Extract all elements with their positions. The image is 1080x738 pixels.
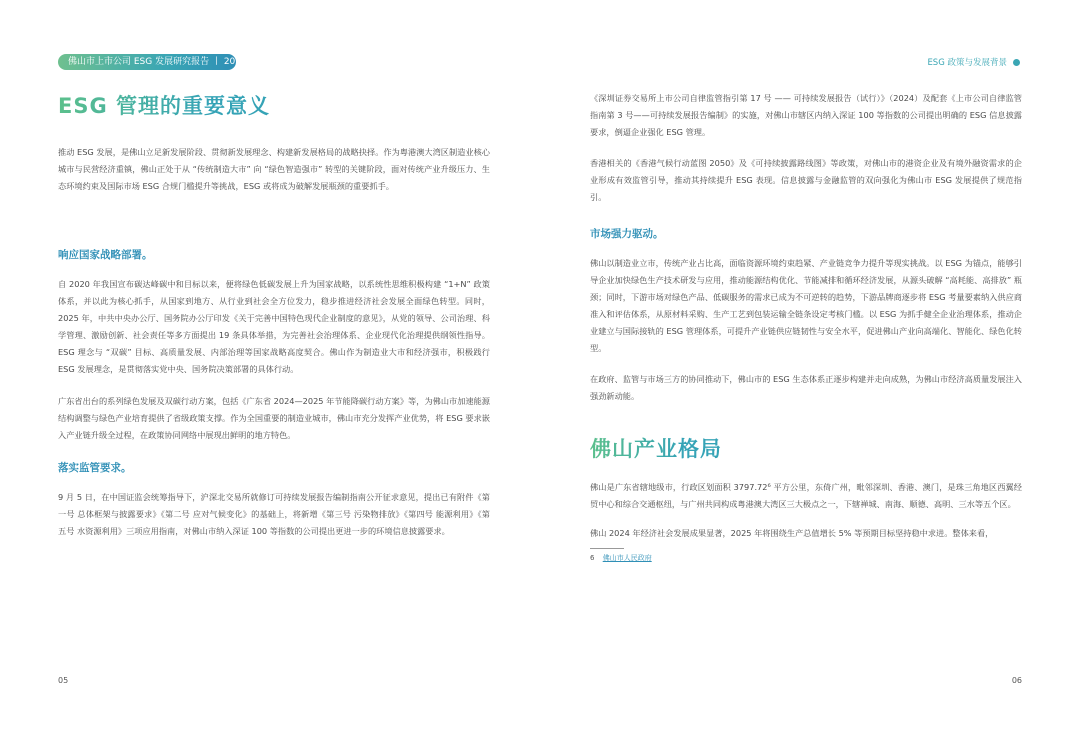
paragraph-national-strategy-1: 自 2020 年我国宣布碳达峰碳中和目标以来，便将绿色低碳发展上升为国家战略，以系统性思维积极构建 “1+N” 政策体系，并以此为核心抓手，从国家到地方、从行业到社会全方位发力，稳步推进经济社会发展全面绿色转型。同时，2025 年，中共中央办公厅、国务院办公厅印发《关于完善中国特色现代企业制度的意见》，从党的领导、公司治理、科学管理、激励创新、社会责任等多方面提出 19 条具体举措，为完善社会治理体系、企业现代化治理提供纲领性指导。ESG 理念与 “双碳” 目标、高质量发展、内部治理等国家战略高度契合。佛山作为制造业大市和经济强市，积极践行 ESG 发展理念，是贯彻落实党中央、国务院决策部署的具体行动。 (58, 279, 490, 374)
footnote-block (590, 548, 1022, 563)
heading-regulatory: 落实监管要求。 (58, 462, 132, 474)
footnote-number: 6 (590, 554, 595, 562)
intro-paragraph: 推动 ESG 发展，是佛山立足新发展阶段、贯彻新发展理念、构建新发展格局的战略抉择。作为粤港澳大湾区制造业核心城市与民营经济重镇，佛山正处于从 “传统制造大市” 向 “绿色智造强市” 转型的关键阶段，面对传统产业升级压力、生态环境约束及国际市场 ESG 合规门槛提升等挑战，ESG 或将成为破解发展瓶颈的重要抓手。 (58, 147, 490, 191)
footnote-source-link[interactable]: 佛山市人民政府 (602, 554, 652, 562)
paragraph-regulatory: 9 月 5 日，在中国证监会统筹指导下，沪深北交易所就修订可持续发展报告编制指南公开征求意见，提出已有附件《第一号 总体框架与披露要求》《第二号 应对气候变化》的基础上，将新增《第三号 污染物排放》《第四号 能源利用》《第五号 水资源利用》三项应用指南，对佛山市纳入深证 100 等指数的公司提出更进一步的环境信息披露要求。 (58, 492, 490, 536)
right-page-column (590, 90, 1022, 563)
heading-market-driven: 市场强力驱动。 (590, 228, 664, 240)
paragraph-industry-1: 佛山是广东省辖地级市，行政区划面积 3797.72⁶ 平方公里，东倚广州，毗邻深圳、香港、澳门，是珠三角地区西翼经贸中心和综合交通枢纽，与广州共同构成粤港澳大湾区三大极点之一，下辖禅城、南海、顺德、高明、三水等五个区。 (590, 482, 1022, 509)
paragraph-hk-policy: 香港相关的《香港气候行动蓝图 2050》及《可持续披露路线图》等政策，对佛山市的港资企业及有境外融资需求的企业形成有效监管引导，推动其持续提升 ESG 表现。信息披露与金融监管的双向强化为佛山市 ESG 发展提供了规范指引。 (590, 158, 1022, 202)
page-number-left: 05 (58, 676, 69, 685)
section-indicator-label: ESG 政策与发展背景 (927, 58, 1007, 68)
section-indicator (927, 56, 1020, 68)
paragraph-national-strategy-2: 广东省出台的系列绿色发展及双碳行动方案，包括《广东省 2024—2025 年节能降碳行动方案》等，为佛山市加速能源结构调整与绿色产业培育提供了省级政策支撑。作为全国重要的制造业城市，佛山市充分发挥产业优势，将 ESG 要求嵌入产业链升级全过程，在政策协同网络中展现出鲜明的地方特色。 (58, 396, 490, 440)
left-page-column (58, 90, 490, 540)
report-title-pill: 佛山市上市公司 ESG 发展研究报告 丨 2025 (58, 54, 236, 70)
page-title-esg-importance: ESG 管理的重要意义 (58, 90, 270, 120)
heading-national-strategy: 响应国家战略部署。 (58, 249, 153, 261)
footnote (590, 553, 1022, 563)
page-number-right: 06 (1011, 676, 1022, 685)
section-dot-icon (1013, 59, 1020, 66)
paragraph-szse-guideline: 《深圳证券交易所上市公司自律监管指引第 17 号 —— 可持续发展报告（试行）》（2024）及配套《上市公司自律监管指南第 3 号——可持续发展报告编制》的实施，对佛山市辖区内纳入深证 100 等指数的公司提出明确的 ESG 信息披露要求，倒逼企业强化 ESG 管理。 (590, 93, 1022, 137)
footnote-divider (590, 548, 624, 549)
paragraph-market-driven-1: 佛山以制造业立市，传统产业占比高，面临资源环境约束趋紧、产业链竞争力提升等现实挑战。以 ESG 为锚点，能够引导企业加快绿色生产技术研发与应用，推动能源结构优化、节能减排和循环经济发展，从源头破解 “高耗能、高排放” 瓶颈；同时，下游市场对绿色产品、低碳服务的需求已成为不可逆转的趋势，下游品牌商逐步将 ESG 考量要素纳入供应商准入和评估体系，从原材料采购、生产工艺到包装运输全链条设定考核门槛。以 ESG 为抓手健全企业治理体系，推动企业建立与国际接轨的 ESG 管理体系，可提升产业链供应链韧性与安全水平，促进佛山产业向高端化、智能化、绿色化转型。 (590, 258, 1022, 353)
page-title-industry-layout: 佛山产业格局 (590, 433, 722, 463)
paragraph-industry-2: 佛山 2024 年经济社会发展成果显著，2025 年将围绕生产总值增长 5% 等预期目标坚持稳中求进。整体来看， (590, 528, 994, 538)
paragraph-market-driven-2: 在政府、监管与市场三方的协同推动下，佛山市的 ESG 生态体系正逐步构建并走向成熟，为佛山市经济高质量发展注入强劲新动能。 (590, 374, 1022, 401)
